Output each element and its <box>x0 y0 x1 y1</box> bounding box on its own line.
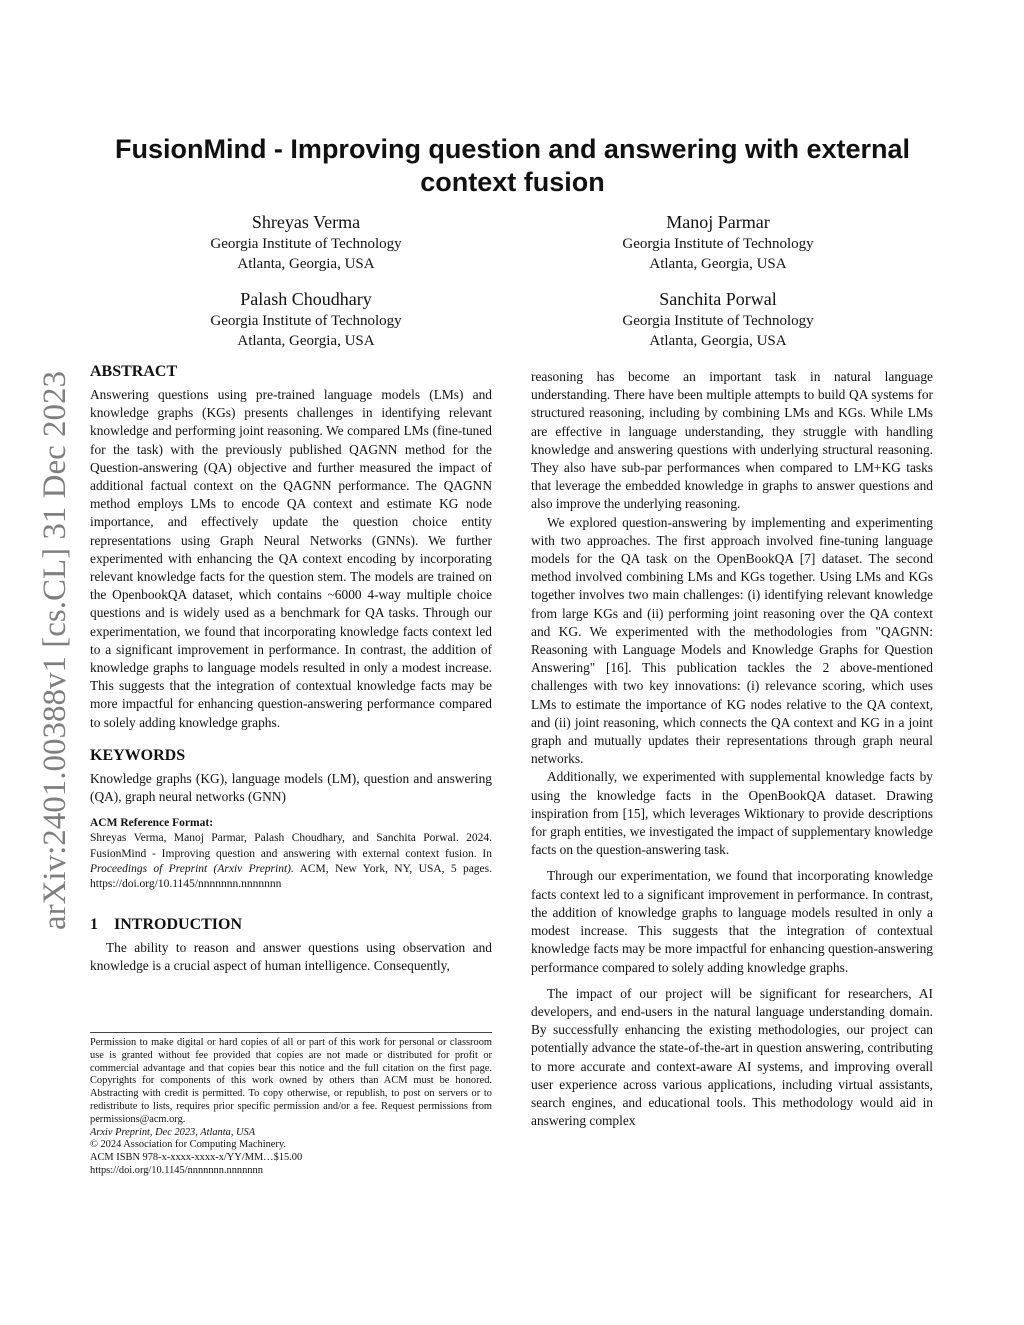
arxiv-id-text: arXiv:2401.00388v1 [cs.CL] 31 Dec 2023 <box>37 370 74 930</box>
abstract-text: Answering questions using pre-trained language models (LMs) and knowledge graphs (KGs) presents challenges in identifying relevant knowledge and performing joint reasoning. We compared LMs (fine-tuned for the task) with the previously published QAGNN method for the Question-answering (QA) objective and further measured the impact of additional factual context on the QAGNN performance. The QAGNN method employs LMs to encode QA context and estimate KG node importance, and effectively update the question choice entity representations using Graph Neural Networks (GNNs). We further experimented with enhancing the QA context encoding by incorporating relevant knowledge facts for the question stem. The models are trained on the OpenbookQA dataset, which contains ~6000 4-way multiple choice questions and is widely used as a benchmark for QA tasks. Through our experimentation, we found that incorporating knowledge facts context led to a significant improvement in performance. In contrast, the addition of knowledge graphs to language models resulted in only a modest increase. This suggests that the integration of contextual knowledge facts may be more impactful for enhancing question-answering performance compared to solely adding knowledge graphs. <box>90 387 492 730</box>
intro-paragraph: Additionally, we experimented with supplemental knowledge facts by using the knowledge facts in the OpenBookQA dataset. Drawing inspiration from [15], which leverages Wiktionary to provide descriptions for graph entities, we investigated the impact of supplementary knowledge facts on the question-answering task. <box>531 769 933 858</box>
venue-note <box>90 1127 492 1140</box>
intro-paragraph: Through our experimentation, we found that incorporating knowledge facts context led to a significant improvement in performance. In contrast, the addition of knowledge graphs to language models resulted in only a modest increase. This suggests that the integration of contextual knowledge facts may be more impactful for enhancing question-answering performance compared to solely adding knowledge graphs. <box>531 868 933 975</box>
author-name: Sanchita Porwal <box>659 289 777 309</box>
acm-reference-citation: Shreyas Verma, Manoj Parmar, Palash Choudhary, and Sanchita Porwal. 2024. FusionMind - Improving question and answering with external context fusion. In <box>90 832 492 860</box>
permission-notice: Permission to make digital or hard copies of all or part of this work for personal or classroom use is granted without fee provided that copies are not made or distributed for profit or commercial advantage and that copies bear this notice and the full citation on the first page. Copyrights for components of this work owned by others than ACM must be honored. Abstracting with credit is permitted. To copy otherwise, or republish, to post on servers or to redistribute to lists, requires prior specific permission and/or a fee. Request permissions from permissions@acm.org. <box>90 1037 492 1125</box>
section-title: INTRODUCTION <box>114 915 243 933</box>
author-block <box>568 287 868 351</box>
doi-line: https://doi.org/10.1145/nnnnnnn.nnnnnnn <box>90 1164 263 1176</box>
author-location: Atlanta, Georgia, USA <box>649 333 787 349</box>
isbn-line: ACM ISBN 978-x-xxxx-xxxx-x/YY/MM…$15.00 <box>90 1152 303 1164</box>
author-location: Atlanta, Georgia, USA <box>237 333 375 349</box>
acm-reference-heading: ACM Reference Format: <box>90 817 214 830</box>
left-column <box>90 362 492 975</box>
author-location: Atlanta, Georgia, USA <box>649 256 787 272</box>
introduction-heading <box>90 915 492 935</box>
author-affiliation: Georgia Institute of Technology <box>210 236 402 252</box>
copyright-line: © 2024 Association for Computing Machinery. <box>90 1139 286 1151</box>
author-affiliation: Georgia Institute of Technology <box>210 313 402 329</box>
author-block <box>156 287 456 351</box>
intro-paragraph: reasoning has become an important task in natural language understanding. There have been multiple attempts to build QA systems for structured reasoning, including by combining LMs and KGs. While LMs are effective in language understanding, they struggle with handling knowledge and answering questions with underlying structural reasoning. They also have sub-par performances when compared to LM+KG tasks that leverage the embedded knowledge in graphs to answer questions and also improve the underlying reasoning. <box>531 369 933 512</box>
intro-paragraph: The ability to reason and answer questions using observation and knowledge is a crucial aspect of human intelligence. Consequently, <box>90 939 492 974</box>
author-affiliation: Georgia Institute of Technology <box>622 236 814 252</box>
acm-reference-venue: Proceedings of Preprint (Arxiv Preprint). <box>90 863 294 876</box>
paper-title: FusionMind - Improving question and answering with external context fusion <box>114 134 911 197</box>
acm-reference-publisher: ACM, New York, NY, USA, 5 pages. https://doi.org/10.1145/nnnnnnn.nnnnnnn <box>90 863 493 891</box>
copyright-footnote <box>90 1032 492 1178</box>
venue-note-text: Arxiv Preprint, Dec 2023, Atlanta, USA <box>90 1126 256 1138</box>
intro-paragraph: The impact of our project will be significant for researchers, AI developers, and end-users in the natural language understanding domain. By successfully enhancing the existing methodologies, our project can potentially advance the state-of-the-art in question answering, contributing to more accurate and context-aware AI systems, and improving overall user experience across various applications, including virtual assistants, search engines, and educational tools. This methodology would aid in answering complex <box>531 985 933 1129</box>
author-location: Atlanta, Georgia, USA <box>237 256 375 272</box>
section-number: 1 <box>90 915 98 933</box>
right-column <box>531 368 933 1130</box>
intro-paragraph: We explored question-answering by implementing and experimenting with two approaches. The first approach involved fine-tuning language models for the QA task on the OpenBookQA [7] dataset. The second method involved combining LMs and KGs together. Using LMs and KGs together involves two main challenges: (i) identifying relevant knowledge from large KGs and (ii) performing joint reasoning over the QA context and KG. We experimented with the methodologies from "QAGNN: Reasoning with Language Models and Knowledge Graphs for Question Answering" [16]. This publication tackles the 2 above-mentioned challenges with two key innovations: (i) relevance scoring, which uses LMs to estimate the importance of KG nodes relative to the QA context, and (ii) joint reasoning, which connects the QA context and KG in a joint graph and mutually updates their representations through graph neural networks. <box>531 514 933 767</box>
author-affiliation: Georgia Institute of Technology <box>622 313 814 329</box>
keywords-text: Knowledge graphs (KG), language models (LM), question and answering (QA), graph neural networks (GNN) <box>90 770 492 805</box>
acm-reference-text <box>90 831 492 893</box>
keywords-heading: KEYWORDS <box>90 746 186 764</box>
author-name: Palash Choudhary <box>240 289 372 309</box>
abstract-heading: ABSTRACT <box>90 363 178 380</box>
author-block <box>156 210 456 274</box>
arxiv-stamp <box>26 355 86 945</box>
author-name: Manoj Parmar <box>666 212 770 232</box>
author-name: Shreyas Verma <box>251 212 361 232</box>
author-block <box>568 210 868 274</box>
